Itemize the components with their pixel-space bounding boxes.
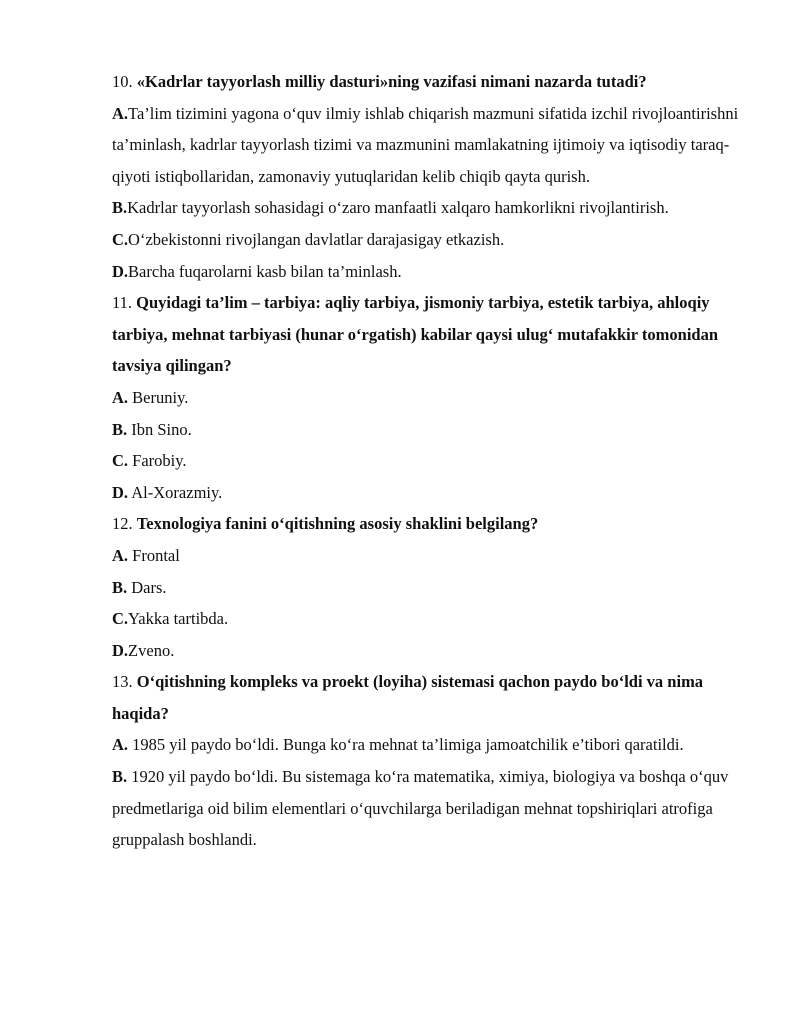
option-letter: A. xyxy=(112,545,129,565)
answer-option xyxy=(112,572,740,604)
option-letter: A. xyxy=(112,103,129,123)
question-text xyxy=(112,666,740,729)
option-text: Kadrlar tayyorlash sohasidagi o‘zaro manfaatli xalqaro hamkorlikni rivojlantirish. xyxy=(127,198,669,218)
answer-option xyxy=(112,635,740,667)
answer-option xyxy=(112,224,740,256)
answer-option xyxy=(112,729,740,761)
question-block xyxy=(112,508,740,666)
question-number: 12. xyxy=(112,514,133,534)
option-letter: B. xyxy=(112,767,128,787)
answer-option xyxy=(112,540,740,572)
answer-option xyxy=(112,414,740,446)
answer-option xyxy=(112,477,740,509)
answer-option xyxy=(112,256,740,288)
question-stem: Quyidagi ta’lim – tarbiya: aqliy tarbiya, jismoniy tarbiya, estetik tarbiya, ahloqiy tarbiya, mehnat tarbiyasi (hunar o‘rgatish) kabilar qaysi ulug‘ mutafakkir tomonidan tavsiya qilingan? xyxy=(112,293,719,376)
option-letter: B. xyxy=(112,419,128,439)
option-text: Yakka tartibda. xyxy=(128,609,229,629)
option-letter: C. xyxy=(112,451,129,471)
option-letter: B. xyxy=(112,577,128,597)
option-letter: D. xyxy=(112,640,129,660)
option-text: Ta’lim tizimini yagona o‘quv ilmiy ishlab chiqarish mazmuni sifatida izchil rivojloantirishni ta’minlash, kadrlar tayyorlash tizimi va mazmunini mamlakatning ijtimoiy va iqtisodiy taraq-qiyoti istiqbollaridan, zamonaviy yutuqlaridan kelib chiqib qayta qurish. xyxy=(112,103,739,186)
question-number: 10. xyxy=(112,72,133,91)
answer-option xyxy=(112,192,740,224)
question-number: 11. xyxy=(112,293,133,313)
question-number: 13. xyxy=(112,672,133,692)
option-text: Ibn Sino. xyxy=(131,419,192,439)
answer-option xyxy=(112,761,740,856)
option-letter: D. xyxy=(112,482,129,502)
answer-option xyxy=(112,98,740,193)
question-stem: Texnologiya fanini o‘qitishning asosiy shaklini belgilang? xyxy=(136,514,539,534)
option-letter: C. xyxy=(112,229,129,249)
option-letter: A. xyxy=(112,735,129,755)
answer-option xyxy=(112,603,740,635)
question-text xyxy=(112,508,740,540)
option-text: Dars. xyxy=(131,577,167,597)
question-stem: O‘qitishning kompleks va proekt (loyiha) sistemasi qachon paydo bo‘ldi va nima haqida? xyxy=(112,672,704,723)
question-block xyxy=(112,287,740,508)
option-letter: A. xyxy=(112,387,129,407)
answer-option xyxy=(112,382,740,414)
question-text xyxy=(112,66,740,98)
option-letter: D. xyxy=(112,261,129,281)
option-text: Frontal xyxy=(132,545,180,565)
option-text: Beruniy. xyxy=(132,387,189,407)
option-text: Zveno. xyxy=(128,640,175,660)
question-block xyxy=(112,666,740,856)
question-stem: «Kadrlar tayyorlash milliy dasturi»ning vazifasi nimani nazarda tutadi? xyxy=(136,72,647,91)
answer-option xyxy=(112,445,740,477)
option-text: 1985 yil paydo bo‘ldi. Bunga ko‘ra mehnat ta’limiga jamoatchilik e’tibori qaratildi. xyxy=(132,735,684,755)
option-letter: C. xyxy=(112,609,129,629)
option-text: Farobiy. xyxy=(132,451,187,471)
option-letter: B. xyxy=(112,198,128,218)
option-text: 1920 yil paydo bo‘ldi. Bu sistemaga ko‘ra matematika, ximiya, biologiya va boshqa o‘quv predmetlariga oid bilim elementlari o‘quvchilarga beriladigan mehnat topshiriqlari atrofiga gruppalash boshlandi. xyxy=(112,767,729,850)
question-block xyxy=(112,66,740,287)
option-text: O‘zbekistonni rivojlangan davlatlar darajasigay etkazish. xyxy=(128,229,505,249)
option-text: Al-Xorazmiy. xyxy=(131,482,223,502)
question-text xyxy=(112,287,740,382)
option-text: Barcha fuqarolarni kasb bilan ta’minlash. xyxy=(128,261,402,281)
